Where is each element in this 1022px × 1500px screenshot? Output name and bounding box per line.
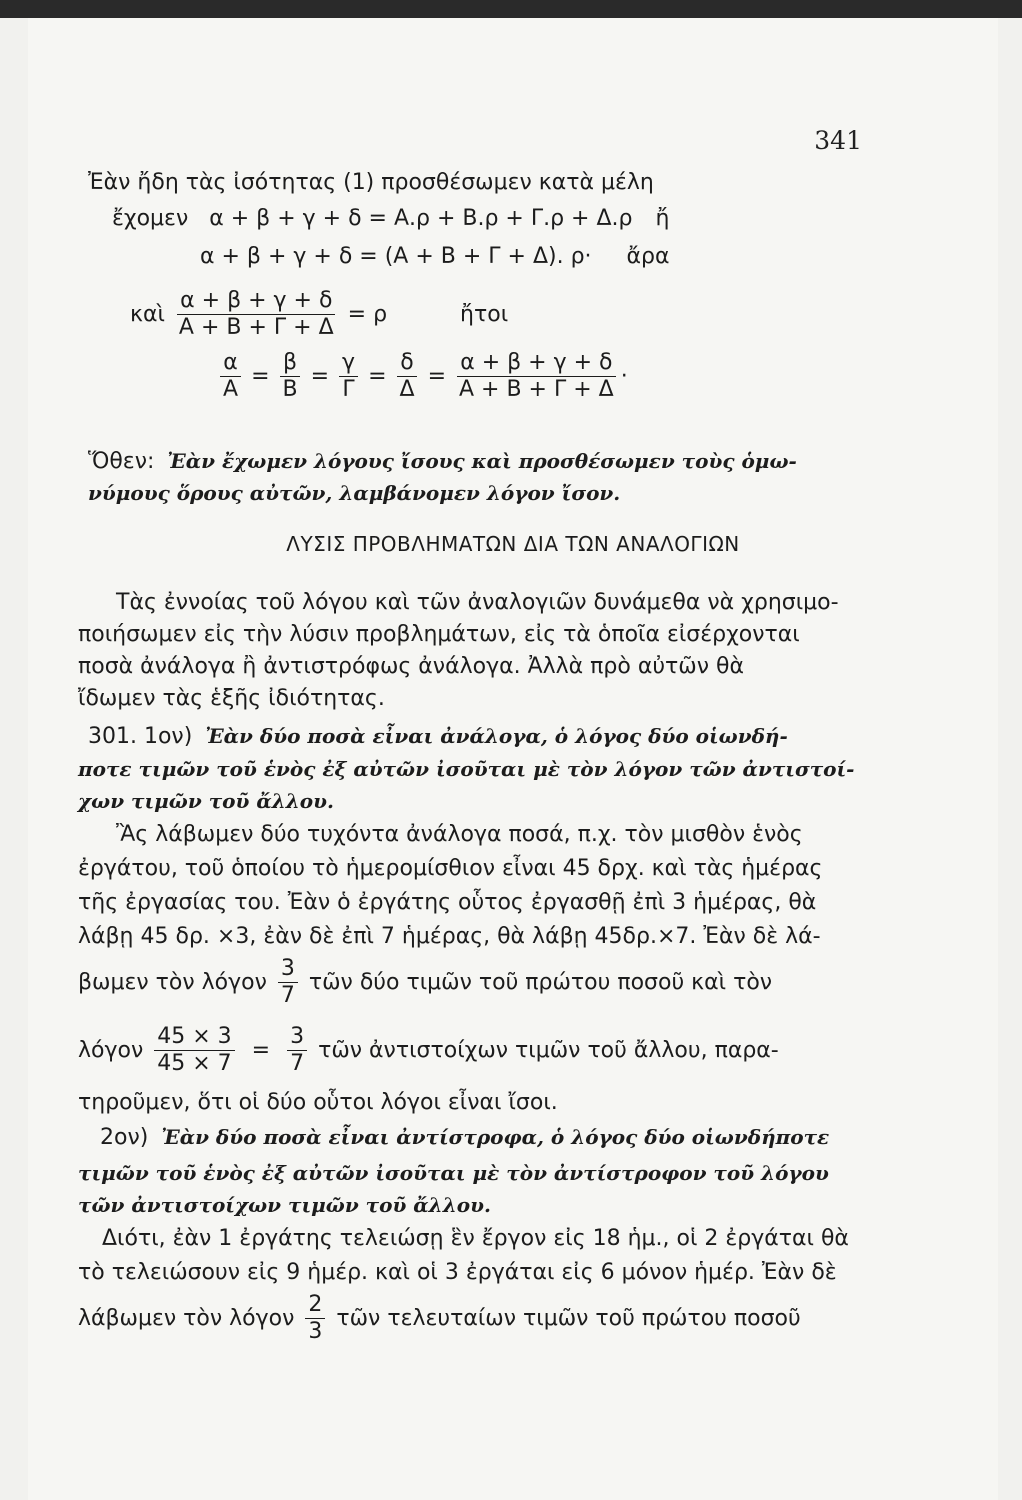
fraction-numerator: 2 — [305, 1292, 325, 1319]
section-2-number: 2ον) — [100, 1125, 149, 1150]
s301-rule-3: χων τιμῶν τοῦ ἄλλου. — [78, 789, 334, 813]
s301-line-1 — [88, 721, 788, 752]
word-ara: ἄρα — [626, 244, 670, 269]
ratio-sum-fraction — [176, 288, 337, 341]
fraction-denominator: Α + Β + Γ + Δ — [178, 315, 334, 340]
p3-frac-post: τῶν τελευταίων τιμῶν τοῦ πρώτου ποσοῦ — [336, 1306, 801, 1331]
book-page — [28, 18, 998, 1500]
s301-rule-1: Ἐὰν δύο ποσὰ εἶναι ἀνάλογα, ὁ λόγος δύο οἱωνδή- — [205, 724, 788, 748]
fraction-numerator: α + β + γ + δ — [457, 350, 615, 377]
fraction-denominator: Α + Β + Γ + Δ — [459, 377, 614, 402]
intro-line: Ἐὰν ἤδη τὰς ἰσότητας (1) προσθέσωμεν κατὰ μέλη — [88, 170, 654, 195]
fraction-45x3-45x7 — [154, 1024, 234, 1077]
trailing-dot: · — [620, 364, 628, 389]
p2-fraction-line-2 — [78, 1024, 779, 1077]
fraction-numerator: γ — [339, 350, 358, 377]
fraction-numerator: 3 — [287, 1024, 307, 1051]
fraction-numerator: β — [280, 350, 300, 377]
p3-frac-pre: λάβωμεν τὸν λόγον — [78, 1306, 295, 1331]
fraction-denominator: Γ — [342, 377, 355, 402]
fraction-3-7-b — [287, 1024, 307, 1077]
word-i: ἤ — [655, 206, 670, 231]
p2-line-1: Ἂς λάβωμεν δύο τυχόντα ἀνάλογα ποσά, π.χ. τὸν μισθὸν ἑνὸς — [116, 822, 803, 847]
section-heading: ΛΥΣΙΣ ΠΡΟΒΛΗΜΑΤΩΝ ΔΙΑ ΤΩΝ ΑΝΑΛΟΓΙΩΝ — [286, 532, 740, 556]
equals-sign: = — [368, 364, 387, 389]
p1-line-4: ἴδωμεν τὰς ἑξῆς ἰδιότητας. — [78, 686, 385, 711]
fraction-numerator: δ — [397, 350, 416, 377]
s2-rule-1: Ἐὰν δύο ποσὰ εἶναι ἀντίστροφα, ὁ λόγος δύο οἱωνδήποτε — [161, 1125, 830, 1149]
label-exomen: ἔχομεν — [112, 206, 189, 231]
fraction-denominator: Δ — [399, 377, 415, 402]
scan-top-edge — [0, 0, 1022, 18]
section-301-number: 301. 1ον) — [88, 724, 193, 749]
equation-chain — [216, 350, 628, 403]
equals-rho: = ρ — [347, 302, 388, 327]
equals-sign: = — [251, 1038, 271, 1063]
equation-kai — [130, 288, 508, 341]
p1-line-1: Τὰς ἐννοίας τοῦ λόγου καὶ τῶν ἀναλογιῶν δυνάμεθα νὰ χρησιμο- — [116, 590, 839, 615]
p1-line-3: ποσὰ ἀνάλογα ἢ ἀντιστρόφως ἀνάλογα. Ἀλλὰ πρὸ αὐτῶν θὰ — [78, 654, 744, 679]
word-itoi: ἤτοι — [460, 302, 509, 327]
p2-line-3: τῆς ἐργασίας του. Ἐὰν ὁ ἐργάτης οὗτος ἐργασθῇ ἐπὶ 3 ἡμέρας, θὰ — [78, 890, 817, 915]
fraction-denominator: Α — [223, 377, 239, 402]
p2-frac-pre: βωμεν τὸν λόγον — [78, 970, 267, 995]
p1-line-2: ποιήσωμεν εἰς τὴν λύσιν προβλημάτων, εἰς τὰ ὁποῖα εἰσέρχονται — [78, 622, 800, 647]
fraction-numerator: α + β + γ + δ — [177, 288, 335, 315]
s2-line-1 — [100, 1122, 829, 1153]
fraction-numerator: 3 — [278, 956, 298, 983]
fraction-denominator: 45 × 7 — [157, 1051, 232, 1076]
p3-line-1: Διότι, ἐὰν 1 ἐργάτης τελειώσῃ ἓν ἔργον εἰς 18 ἡμ., οἱ 2 ἐργάται θὰ — [102, 1226, 849, 1251]
label-kai: καὶ — [130, 302, 165, 327]
s2-rule-2: τιμῶν τοῦ ἑνὸς ἐξ αὐτῶν ἰσοῦται μὲ τὸν ἀντίστροφον τοῦ λόγου — [78, 1161, 829, 1185]
rule-text-2: νύμους ὅρους αὐτῶν, λαμβάνομεν λόγον ἴσον. — [88, 481, 621, 505]
fraction-b — [280, 350, 301, 403]
s2-rule-3: τῶν ἀντιστοίχων τιμῶν τοῦ ἄλλου. — [78, 1193, 491, 1217]
equals-sign: = — [427, 364, 446, 389]
p2-end: τηροῦμεν, ὅτι οἱ δύο οὗτοι λόγοι εἶναι ἴσοι. — [78, 1090, 558, 1115]
fraction-a — [220, 350, 241, 403]
fraction-denominator: 7 — [290, 1051, 305, 1076]
p2-line-2: ἐργάτου, τοῦ ὁποίου τὸ ἡμερομίσθιον εἶναι 45 δρχ. καὶ τὰς ἡμέρας — [78, 856, 823, 881]
fraction-denominator: Β — [282, 377, 298, 402]
p2-fraction-line — [78, 956, 772, 1009]
fraction-numerator: α — [220, 350, 241, 377]
page-number: 341 — [814, 126, 862, 155]
fraction-sum — [456, 350, 617, 403]
p2-frac-post: τῶν δύο τιμῶν τοῦ πρώτου ποσοῦ καὶ τὸν — [308, 970, 773, 995]
s301-rule-2: ποτε τιμῶν τοῦ ἑνὸς ἐξ αὐτῶν ἰσοῦται μὲ τὸν λόγον τῶν ἀντιστοί- — [78, 757, 855, 781]
fraction-g — [339, 350, 358, 403]
p2-frac2-post: τῶν ἀντιστοίχων τιμῶν τοῦ ἄλλου, παρα- — [318, 1038, 779, 1063]
fraction-3-7 — [278, 956, 298, 1009]
sum-equation-1: α + β + γ + δ = Α.ρ + Β.ρ + Γ.ρ + Δ.ρ — [209, 206, 633, 231]
p2-line-4: λάβῃ 45 δρ. ×3, ἐὰν δὲ ἐπὶ 7 ἡμέρας, θὰ λάβῃ 45δρ.×7. Ἐὰν δὲ λά- — [78, 924, 821, 949]
fraction-denominator: 7 — [280, 983, 295, 1008]
equals-sign: = — [310, 364, 330, 389]
othen-label: Ὅθεν: — [88, 449, 155, 474]
othen-line-1 — [88, 446, 797, 477]
fraction-d — [397, 350, 418, 403]
rule-text-1: Ἐὰν ἔχωμεν λόγους ἴσους καὶ προσθέσωμεν τοὺς ὁμω- — [167, 449, 797, 473]
equation-sum — [200, 242, 670, 272]
p3-line-2: τὸ τελειώσουν εἰς 9 ἡμέρ. καὶ οἱ 3 ἐργάται εἰς 6 μόνον ἡμέρ. Ἐὰν δὲ — [78, 1260, 837, 1285]
equation-exomen — [112, 204, 669, 234]
p2-frac2-pre: λόγον — [78, 1038, 144, 1063]
sum-equation-2: α + β + γ + δ = (Α + Β + Γ + Δ). ρ· — [200, 244, 592, 269]
fraction-numerator: 45 × 3 — [154, 1024, 234, 1051]
fraction-denominator: 3 — [308, 1319, 323, 1344]
fraction-2-3 — [305, 1292, 325, 1345]
p3-fraction-line — [78, 1292, 801, 1345]
equals-sign: = — [251, 364, 270, 389]
